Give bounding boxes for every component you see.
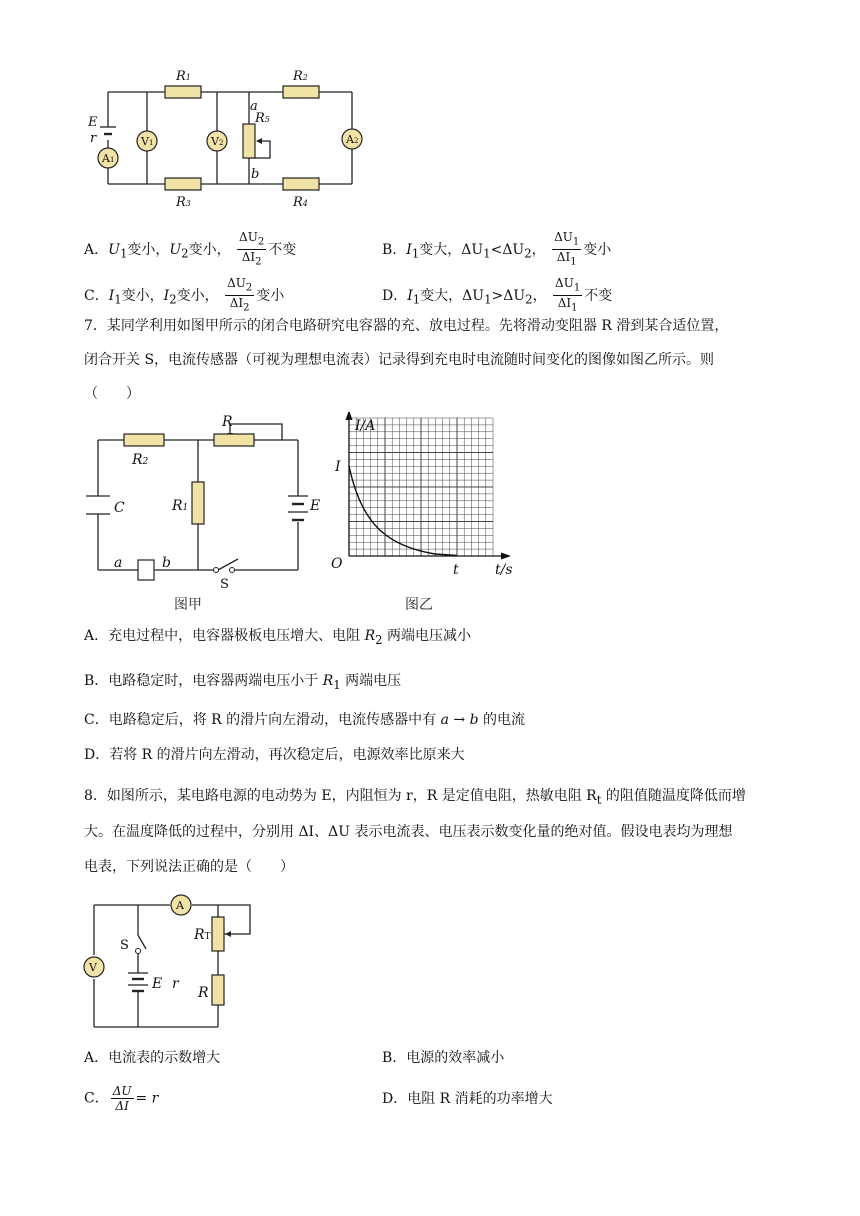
emf-e-label: E [88,115,98,130]
q8-internal-r-label: r [172,976,179,992]
q7a-r-label: R [222,414,233,430]
graph-figure-q7-b [325,412,525,617]
q6c-fraction: $\frac{\Delta U_2}{\Delta I_2}$ [227,276,253,314]
q7a-caption: 图甲 [174,597,202,613]
r3-label: R3 [176,195,191,210]
ammeter-a2-label: A2 [346,133,359,146]
q7b-ylabel: I/A [355,418,376,434]
voltmeter-v2-label: V2 [211,135,224,148]
q8-option-c[interactable]: C． $\frac{\Delta U}{\Delta I}$ = r [84,1084,159,1113]
q6-option-b[interactable]: B．$I_1$变大，$\Delta U_1<\Delta U_2$， $\frac{\Delta U_1}{\Delta I_1}$ 变小 [382,230,612,268]
q8-stem-line3: 电表，下列说法正确的是（ ） [84,859,294,875]
q7a-r1-label: R1 [172,498,189,514]
q7b-i-label: I [335,459,341,475]
q8-r-label: R [198,985,209,1001]
q7-stem-line3: （ ） [84,386,140,402]
circuit-figure-q8 [80,893,280,1038]
internal-r-label: r [90,131,97,146]
q7b-caption: 图乙 [405,597,433,613]
circuit-figure-q6 [80,62,380,212]
q7a-s-label: S [220,577,229,592]
node-b-label: b [251,167,260,182]
q7-option-b[interactable]: B．电路稳定时，电容器两端电压小于 $R_1$ 两端电压 [84,673,402,692]
q6a-fraction: $\frac{\Delta U_2}{\Delta I_2}$ [239,230,265,268]
q8-option-b[interactable]: B．电源的效率减小 [382,1050,505,1066]
q8-emf-label: E [152,976,163,992]
q6-option-a[interactable]: A．$U_1$变小，$U_2$变小， $\frac{\Delta U_2}{\Delta I_2}$ 不变 [84,230,297,268]
q7-option-c[interactable]: C．电路稳定后，将 R 的滑片向左滑动，电流传感器中有 a → b 的电流 [84,712,526,728]
q7b-xlabel: t/s [495,562,513,578]
q7a-a-label: a [114,555,123,571]
q8-rt-label: RT [194,927,211,943]
q7a-b-label: b [162,555,171,571]
q7a-c-label: C [114,500,125,516]
node-a-label: a [250,99,258,114]
r4-label: R4 [293,195,308,210]
q8-stem-line1: 8．如图所示，某电路电源的电动势为 E，内阻恒为 r，R 是定值电阻，热敏电阻 $R_t$ 的阻值随温度降低而增 [84,788,746,807]
circuit-figure-q7-a [80,412,320,617]
q8-ammeter-label: A [176,899,184,912]
ammeter-a1-label: A1 [102,152,115,165]
q8-option-a[interactable]: A．电流表的示数增大 [84,1050,221,1066]
r1-label: R1 [176,69,191,84]
q8-voltmeter-label: V [89,961,97,974]
voltmeter-v1-label: V1 [141,135,154,148]
q7-option-d[interactable]: D．若将 R 的滑片向左滑动，再次稳定后，电源效率比原来大 [84,747,465,763]
r5-label: R5 [255,111,270,126]
q7b-t-label: t [453,562,459,578]
q8c-fraction: $\frac{\Delta U}{\Delta I}$ [112,1084,132,1113]
q7a-e-label: E [310,498,320,514]
q8-option-d[interactable]: D．电阻 R 消耗的功率增大 [382,1091,553,1107]
q7a-r2-label: R2 [132,452,149,468]
q8-switch-label: S [120,938,129,953]
q6b-fraction: $\frac{\Delta U_1}{\Delta I_1}$ [554,230,580,268]
q6d-fraction: $\frac{\Delta U_1}{\Delta I_1}$ [555,276,581,314]
q6-option-c[interactable]: C．$I_1$变小，$I_2$变小， $\frac{\Delta U_2}{\Delta I_2}$ 变小 [84,276,285,314]
q7-stem-line1: 7．某同学利用如图甲所示的闭合电路研究电容器的充、放电过程。先将滑动变阻器 R 滑到某合适位置， [84,318,729,334]
q7b-origin-label: O [331,556,343,572]
q7-option-a[interactable]: A．充电过程中，电容器极板电压增大、电阻 $R_2$ 两端电压减小 [84,628,471,647]
r2-label: R2 [293,69,308,84]
q8-stem-line2: 大。在温度降低的过程中，分别用 ΔI、ΔU 表示电流表、电压表示数变化量的绝对值。假设电表均为理想 [84,824,733,840]
q6-option-d[interactable]: D．$I_1$变大，$\Delta U_1>\Delta U_2$， $\frac{\Delta U_1}{\Delta I_1}$ 不变 [382,276,613,314]
q7-stem-line2: 闭合开关 S，电流传感器（可视为理想电流表）记录得到充电时电流随时间变化的图像如图乙所示。则 [84,352,715,368]
